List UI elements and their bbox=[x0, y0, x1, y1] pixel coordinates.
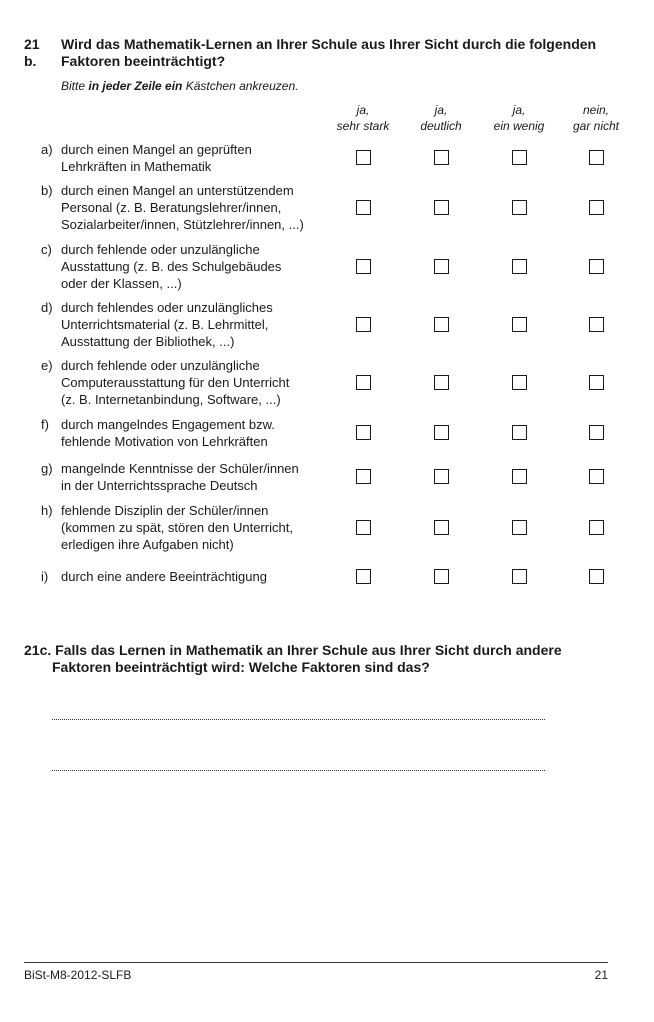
checkbox-d-ein-wenig[interactable] bbox=[512, 317, 527, 332]
item-text-line: in der Unterrichtssprache Deutsch bbox=[61, 478, 258, 493]
item-text bbox=[61, 460, 331, 494]
checkbox-d-deutlich[interactable] bbox=[434, 317, 449, 332]
item-text-line: (z. B. Internetanbindung, Software, ...) bbox=[61, 392, 281, 407]
checkbox-a-gar-nicht[interactable] bbox=[589, 150, 604, 165]
question-number bbox=[24, 36, 40, 70]
item-text-line: Unterrichtsmaterial (z. B. Lehrmittel, bbox=[61, 317, 269, 332]
column-header-line2: sehr stark bbox=[336, 119, 390, 133]
followup-question-line2: Faktoren beeinträchtigt wird: Welche Faktoren sind das? bbox=[52, 659, 430, 675]
item-text-line: oder der Klassen, ...) bbox=[61, 276, 182, 291]
item-text-line: durch mangelndes Engagement bzw. bbox=[61, 417, 275, 432]
item-text-line: mangelnde Kenntnisse der Schüler/innen bbox=[61, 461, 299, 476]
item-text-line: durch fehlendes oder unzulängliches bbox=[61, 300, 273, 315]
column-header-line1: ja, bbox=[434, 103, 448, 117]
column-header-deutlich bbox=[396, 102, 486, 134]
instruction-prefix: Bitte bbox=[61, 79, 89, 93]
item-text-line: durch fehlende oder unzulängliche bbox=[61, 242, 260, 257]
checkbox-h-deutlich[interactable] bbox=[434, 520, 449, 535]
column-header-sehr-stark bbox=[318, 102, 408, 134]
checkbox-e-sehr-stark[interactable] bbox=[356, 375, 371, 390]
item-letter: c) bbox=[41, 242, 52, 257]
item-text-line: erledigen ihre Aufgaben nicht) bbox=[61, 537, 234, 552]
item-letter: g) bbox=[41, 461, 53, 476]
instruction-emphasis: in jeder Zeile ein bbox=[88, 79, 183, 93]
question-text bbox=[61, 36, 621, 70]
checkbox-c-sehr-stark[interactable] bbox=[356, 259, 371, 274]
instruction-suffix: Kästchen ankreuzen. bbox=[182, 79, 299, 93]
checkbox-e-gar-nicht[interactable] bbox=[589, 375, 604, 390]
column-header-line2: deutlich bbox=[420, 119, 462, 133]
checkbox-f-deutlich[interactable] bbox=[434, 425, 449, 440]
item-text-line: fehlende Disziplin der Schüler/innen bbox=[61, 503, 269, 518]
item-text-line: Ausstattung der Bibliothek, ...) bbox=[61, 334, 235, 349]
checkbox-i-deutlich[interactable] bbox=[434, 569, 449, 584]
item-text-line: durch einen Mangel an unterstützendem bbox=[61, 183, 294, 198]
question-text-line2: Faktoren beeinträchtigt? bbox=[61, 53, 226, 69]
footer-document-code: BiSt-M8-2012-SLFB bbox=[24, 968, 132, 982]
checkbox-g-ein-wenig[interactable] bbox=[512, 469, 527, 484]
item-letter: a) bbox=[41, 142, 53, 157]
item-text-line: fehlende Motivation von Lehrkräften bbox=[61, 434, 268, 449]
checkbox-c-ein-wenig[interactable] bbox=[512, 259, 527, 274]
item-letter: i) bbox=[41, 569, 49, 584]
item-text-line: Computerausstattung für den Unterricht bbox=[61, 375, 290, 390]
checkbox-h-ein-wenig[interactable] bbox=[512, 520, 527, 535]
item-letter: b) bbox=[41, 183, 53, 198]
checkbox-g-gar-nicht[interactable] bbox=[589, 469, 604, 484]
item-text bbox=[61, 141, 331, 175]
item-text-line: Personal (z. B. Beratungslehrer/innen, bbox=[61, 200, 282, 215]
checkbox-b-gar-nicht[interactable] bbox=[589, 200, 604, 215]
column-header-line1: ja, bbox=[356, 103, 370, 117]
item-text-line: Ausstattung (z. B. des Schulgebäudes bbox=[61, 259, 282, 274]
item-letter: d) bbox=[41, 300, 53, 315]
checkbox-b-sehr-stark[interactable] bbox=[356, 200, 371, 215]
item-text-line: durch einen Mangel an geprüften bbox=[61, 142, 252, 157]
item-text bbox=[61, 357, 331, 408]
instruction bbox=[61, 79, 298, 93]
checkbox-f-sehr-stark[interactable] bbox=[356, 425, 371, 440]
checkbox-g-sehr-stark[interactable] bbox=[356, 469, 371, 484]
checkbox-f-gar-nicht[interactable] bbox=[589, 425, 604, 440]
column-header-line1: ja, bbox=[512, 103, 526, 117]
answer-line-2[interactable] bbox=[52, 770, 545, 771]
followup-question-line1: 21c. Falls das Lernen in Mathematik an Ihrer Schule aus Ihrer Sicht durch andere bbox=[24, 642, 562, 658]
item-text-line: (kommen zu spät, stören den Unterricht, bbox=[61, 520, 293, 535]
column-header-line1: nein, bbox=[582, 103, 610, 117]
question-number-line1: 21 bbox=[24, 36, 40, 52]
checkbox-a-sehr-stark[interactable] bbox=[356, 150, 371, 165]
checkbox-h-gar-nicht[interactable] bbox=[589, 520, 604, 535]
item-text bbox=[61, 299, 331, 350]
checkbox-a-ein-wenig[interactable] bbox=[512, 150, 527, 165]
checkbox-e-deutlich[interactable] bbox=[434, 375, 449, 390]
checkbox-c-gar-nicht[interactable] bbox=[589, 259, 604, 274]
checkbox-d-sehr-stark[interactable] bbox=[356, 317, 371, 332]
checkbox-f-ein-wenig[interactable] bbox=[512, 425, 527, 440]
question-number-line2: b. bbox=[24, 53, 37, 69]
item-text-line: durch fehlende oder unzulängliche bbox=[61, 358, 260, 373]
item-text bbox=[61, 182, 331, 233]
question-text-line1: Wird das Mathematik-Lernen an Ihrer Schule aus Ihrer Sicht durch die folgenden bbox=[61, 36, 597, 52]
item-text bbox=[61, 502, 331, 553]
column-header-line2: gar nicht bbox=[572, 119, 620, 133]
checkbox-i-ein-wenig[interactable] bbox=[512, 569, 527, 584]
footer-divider bbox=[24, 962, 608, 963]
checkbox-i-sehr-stark[interactable] bbox=[356, 569, 371, 584]
checkbox-i-gar-nicht[interactable] bbox=[589, 569, 604, 584]
answer-line-1[interactable] bbox=[52, 719, 545, 720]
checkbox-b-ein-wenig[interactable] bbox=[512, 200, 527, 215]
checkbox-c-deutlich[interactable] bbox=[434, 259, 449, 274]
checkbox-a-deutlich[interactable] bbox=[434, 150, 449, 165]
item-text bbox=[61, 416, 331, 450]
checkbox-d-gar-nicht[interactable] bbox=[589, 317, 604, 332]
item-text-line: durch eine andere Beeinträchtigung bbox=[61, 569, 267, 584]
checkbox-b-deutlich[interactable] bbox=[434, 200, 449, 215]
followup-question bbox=[24, 642, 624, 676]
page-number: 21 bbox=[594, 968, 608, 982]
item-text bbox=[61, 568, 331, 585]
item-letter: h) bbox=[41, 503, 53, 518]
item-letter: e) bbox=[41, 358, 53, 373]
column-header-gar-nicht bbox=[551, 102, 641, 134]
item-letter: f) bbox=[41, 417, 49, 432]
item-text-line: Sozialarbeiter/innen, Stützlehrer/innen, ...) bbox=[61, 217, 304, 232]
item-text-line: Lehrkräften in Mathematik bbox=[61, 159, 212, 174]
checkbox-e-ein-wenig[interactable] bbox=[512, 375, 527, 390]
checkbox-g-deutlich[interactable] bbox=[434, 469, 449, 484]
item-text bbox=[61, 241, 331, 292]
column-header-line2: ein wenig bbox=[493, 119, 545, 133]
checkbox-h-sehr-stark[interactable] bbox=[356, 520, 371, 535]
